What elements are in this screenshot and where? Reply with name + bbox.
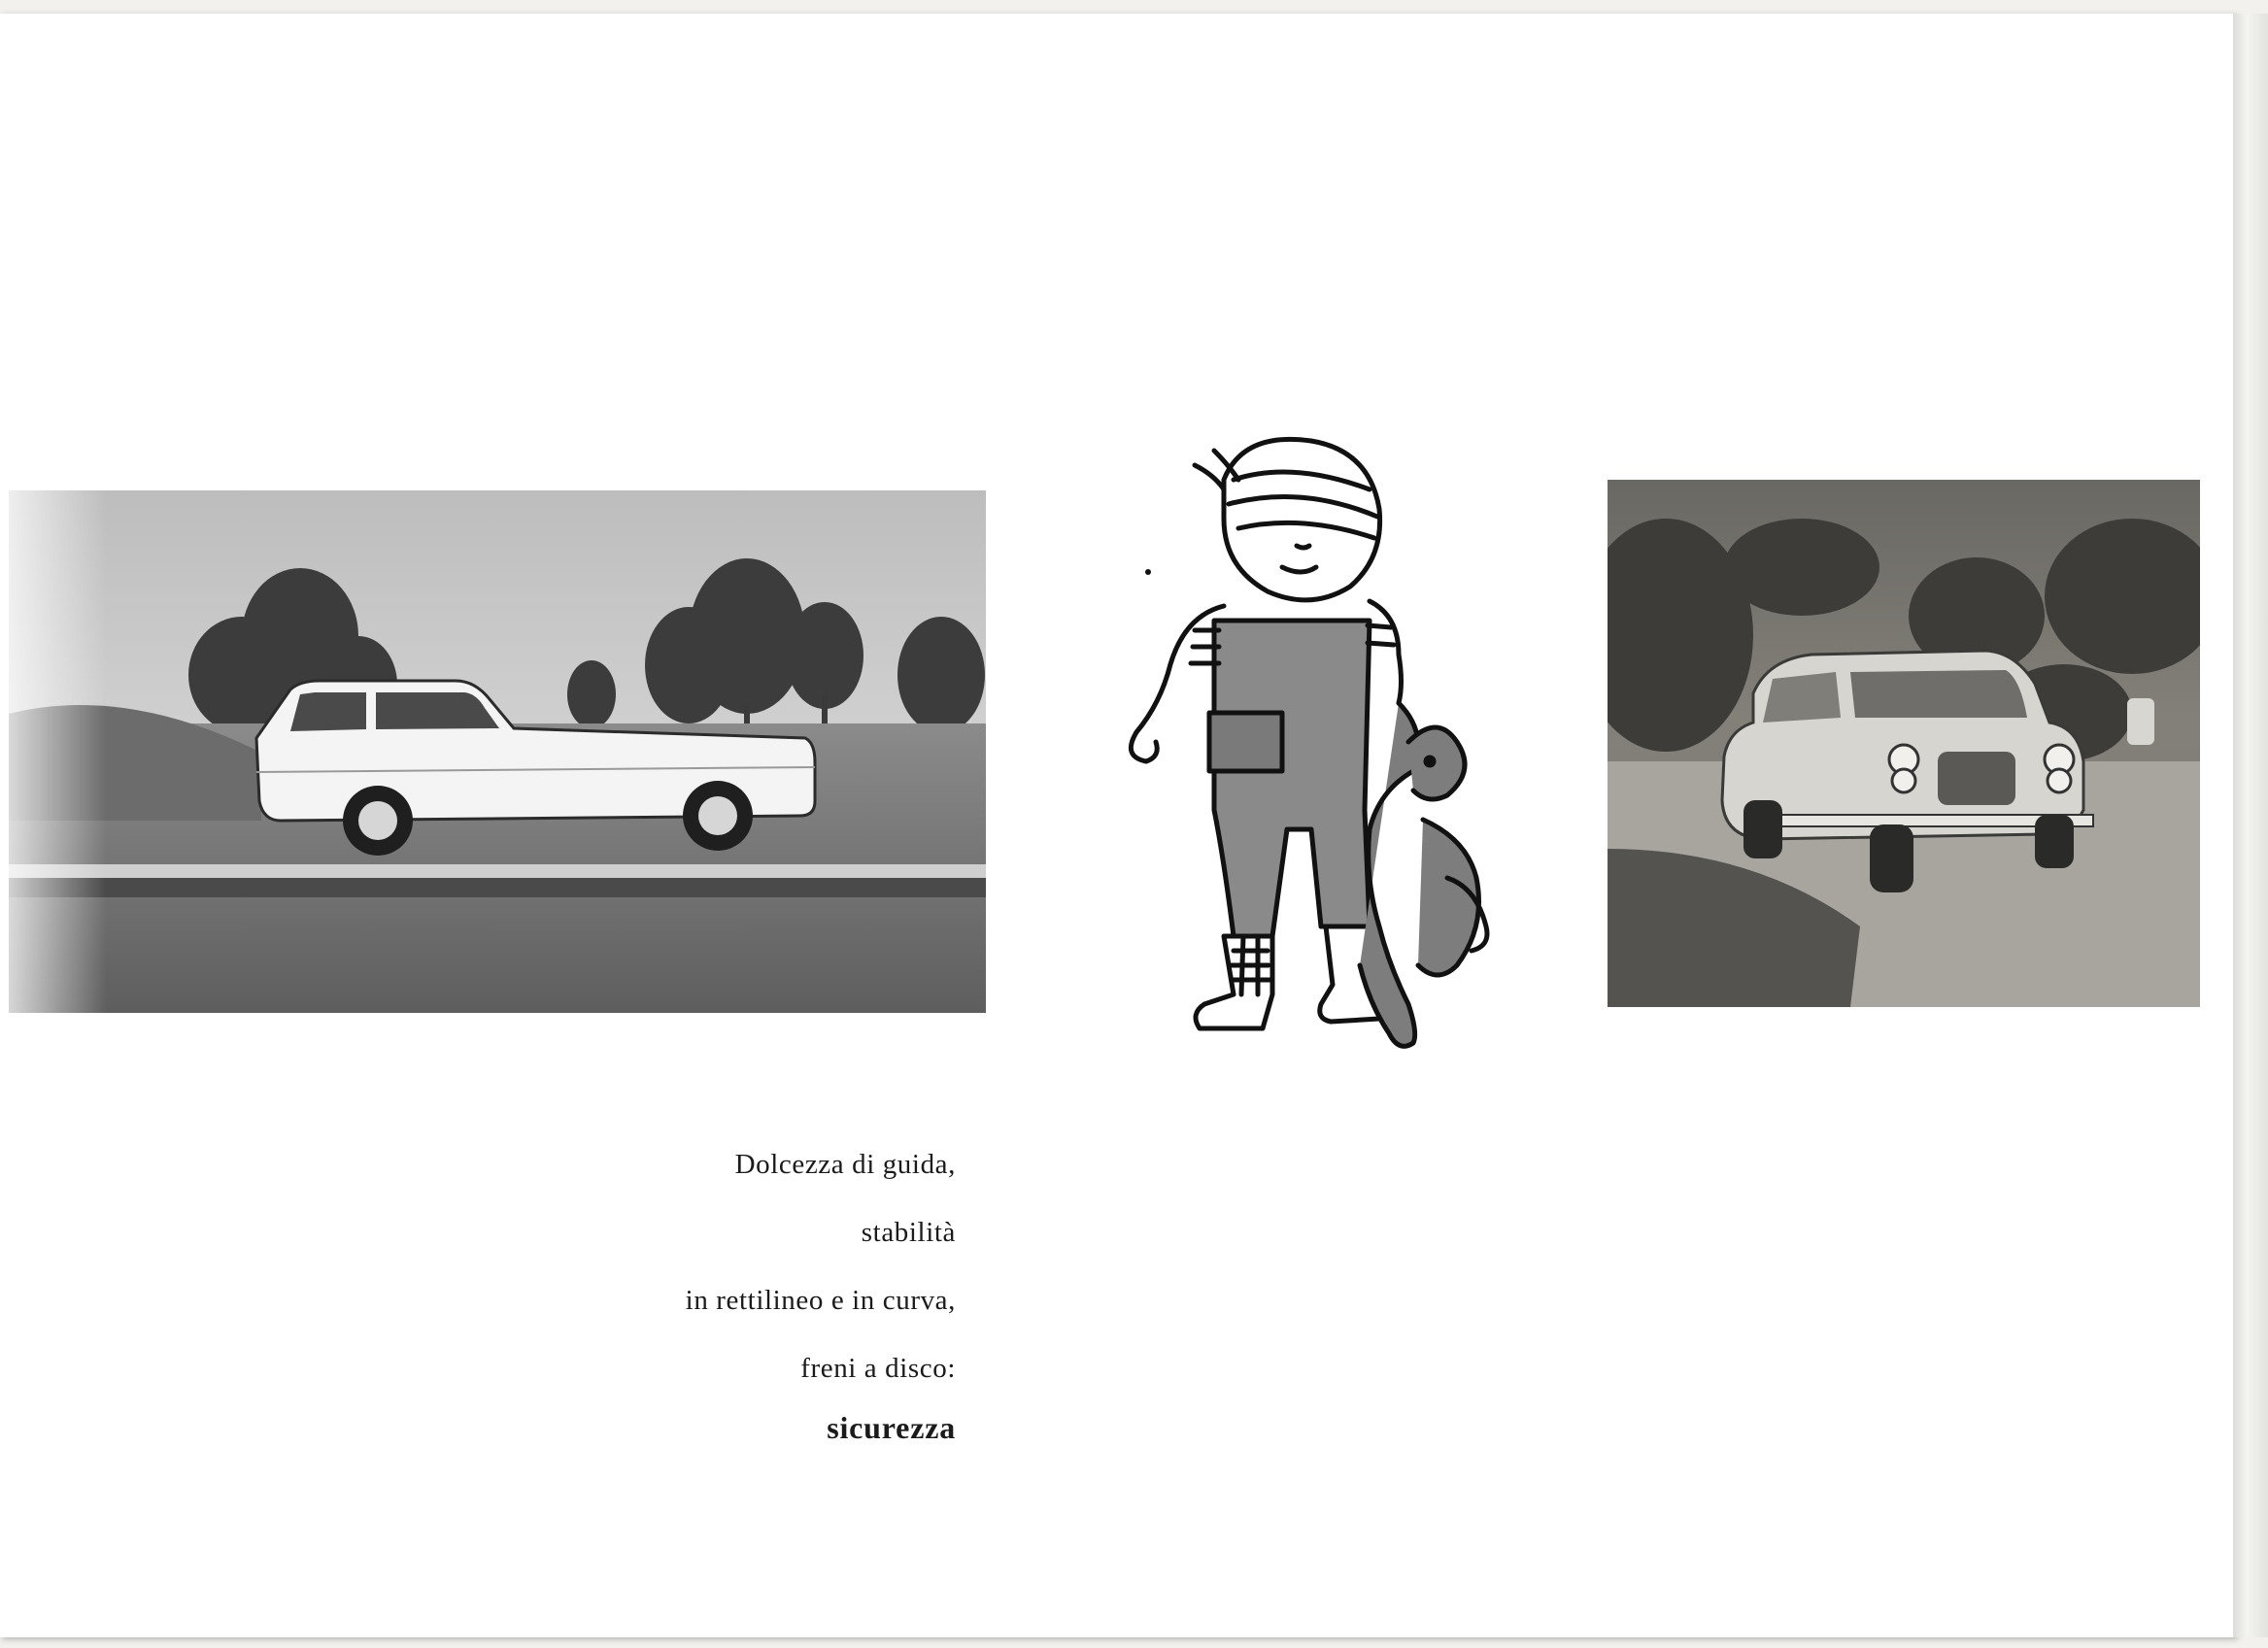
caption-line-1: Dolcezza di guida, — [734, 1149, 956, 1180]
page-edge — [2233, 14, 2268, 1637]
caption-block — [686, 1130, 956, 1446]
car-side-photo — [9, 490, 986, 1013]
car-front-photo — [1608, 480, 2200, 1007]
caption-line-3: in rettilineo e in curva, — [685, 1285, 956, 1316]
caption-emphasis: sicurezza — [827, 1410, 956, 1445]
caption-line-2: stabilità — [861, 1217, 956, 1248]
caption-line-4: freni a disco: — [800, 1353, 956, 1384]
child-teddy-illustration — [1078, 421, 1515, 1101]
brochure-page — [0, 14, 2236, 1637]
